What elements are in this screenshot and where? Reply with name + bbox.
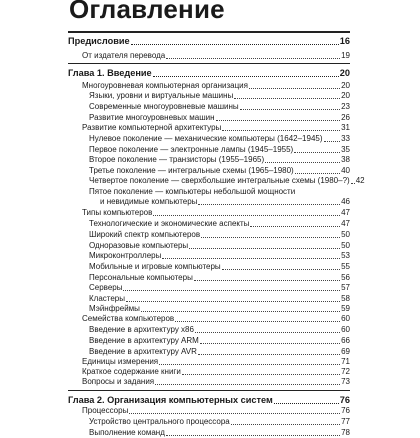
toc-dot-leader (216, 120, 341, 121)
toc-page-number: 76 (341, 406, 350, 415)
toc-entry (89, 294, 350, 304)
toc-page-number: 58 (341, 294, 350, 303)
toc-entry-title: Пятое поколение — компьютеры небольшой мощности (89, 187, 296, 196)
toc-dot-leader (222, 269, 340, 270)
toc-entry-title: Краткое содержание книги (82, 367, 181, 376)
toc-entry (89, 283, 350, 293)
toc-dot-leader (324, 141, 341, 142)
toc-entry-title: Развитие многоуровневых машин (89, 113, 215, 122)
toc-entry-title: Введение в архитектуру x86 (89, 325, 194, 334)
chapter-separator-rule (68, 390, 350, 391)
toc-dot-leader (200, 343, 340, 344)
toc-dot-leader (153, 215, 340, 216)
toc-entry-title: Мобильные и игровые компьютеры (89, 262, 221, 271)
toc-page-number: 31 (341, 123, 350, 132)
toc-entry (82, 406, 350, 416)
toc-dot-leader (201, 237, 340, 238)
toc-entry-title: Персональные компьютеры (89, 273, 193, 282)
toc-page-number: 19 (341, 51, 350, 60)
toc-dot-leader (166, 435, 340, 436)
toc-entry (82, 51, 350, 61)
toc-chapter-entry (68, 68, 350, 79)
toc-entry-title: Широкий спектр компьютеров (89, 230, 201, 239)
toc-page-number: 38 (341, 155, 350, 164)
toc-entry-title: Многоуровневая компьютерная организация (82, 81, 248, 90)
toc-entry (89, 241, 350, 251)
toc-dot-leader (234, 98, 340, 99)
toc-entry (89, 230, 350, 240)
toc-entry-title: Серверы (89, 283, 123, 292)
title-underline (68, 32, 350, 33)
toc-page-number: 50 (341, 241, 350, 250)
toc-entry-title: Вопросы и задания (82, 377, 155, 386)
toc-page-number: 66 (341, 336, 350, 345)
toc-entry-title: Типы компьютеров (82, 208, 153, 217)
toc-dot-leader (175, 321, 340, 322)
toc-entry (89, 134, 350, 144)
toc-page-number: 16 (339, 36, 350, 46)
toc-page-number: 72 (341, 367, 350, 376)
toc-chapter-entry (68, 395, 350, 406)
toc-entry-title: Процессоры (82, 406, 129, 415)
toc-entry-title: Глава 2. Организация компьютерных систем (68, 395, 273, 405)
toc-entry-title: Нулевое поколение — механические компьютеры (1642–1945) (89, 134, 323, 143)
toc-dot-leader (249, 88, 340, 89)
toc-page-number: 33 (341, 134, 350, 143)
toc-dot-leader (294, 152, 340, 153)
toc-entry-title: Семейства компьютеров (82, 314, 175, 323)
toc-entry (82, 377, 350, 387)
toc-page-number: 35 (341, 145, 350, 154)
toc-entry (89, 155, 350, 165)
toc-entry (89, 91, 350, 101)
toc-dot-leader (153, 76, 339, 77)
toc-page-number: 47 (341, 208, 350, 217)
toc-page-number: 47 (341, 219, 350, 228)
toc-entry (89, 262, 350, 272)
chapter-separator-rule (68, 63, 350, 64)
toc-entry (89, 187, 350, 197)
toc-entry (89, 273, 350, 283)
toc-page-number: 55 (341, 262, 350, 271)
toc-page-number: 20 (339, 68, 350, 78)
toc-page-number: 69 (341, 347, 350, 356)
toc-entry-title: Введение в архитектуру ARM (89, 336, 199, 345)
toc-dot-leader (198, 204, 340, 205)
toc-dot-leader (295, 173, 340, 174)
toc-page-number: 40 (341, 166, 350, 175)
toc-dot-leader (240, 109, 340, 110)
toc-page-number: 59 (341, 304, 350, 313)
toc-entry-title: Выполнение команд (89, 428, 165, 437)
toc-entry (89, 251, 350, 261)
toc-entry (89, 145, 350, 155)
toc-dot-leader (351, 183, 355, 184)
toc-dot-leader (265, 162, 340, 163)
toc-page-number: 73 (341, 377, 350, 386)
toc-page-number: 42 (355, 176, 365, 185)
toc-page-number: 23 (341, 102, 350, 111)
toc-dot-leader (250, 226, 340, 227)
toc-page-number: 60 (341, 325, 350, 334)
toc-entry-title: От издателя перевода (82, 51, 166, 60)
toc-entry (89, 176, 365, 186)
toc-dot-leader (129, 413, 340, 414)
toc-dot-leader (198, 354, 340, 355)
toc-page-number: 60 (341, 314, 350, 323)
toc-entry (89, 325, 350, 335)
toc-entry (89, 219, 350, 229)
toc-page-number: 53 (341, 251, 350, 260)
toc-dot-leader (162, 258, 340, 259)
toc-dot-leader (189, 248, 340, 249)
toc-entry (89, 417, 350, 427)
toc-page-number: 46 (341, 197, 350, 206)
toc-entry (89, 102, 350, 112)
toc-entry-title: Мэйнфреймы (89, 304, 140, 313)
toc-dot-leader (231, 424, 340, 425)
toc-entry (82, 123, 350, 133)
toc-page-number: 26 (341, 113, 350, 122)
toc-entry-title: Третье поколение — интегральные схемы (1965–1980) (89, 166, 294, 175)
toc-entry-title: Единицы измерения (82, 357, 159, 366)
toc-entry (89, 166, 350, 176)
toc-page-number: 20 (341, 91, 350, 100)
toc-entry-title: Введение в архитектуру AVR (89, 347, 197, 356)
toc-page-number: 50 (341, 230, 350, 239)
toc-entry-title: Языки, уровни и виртуальные машины (89, 91, 234, 100)
toc-dot-leader (194, 280, 340, 281)
toc-entry (82, 314, 350, 324)
toc-dot-leader (126, 301, 340, 302)
toc-entry-title: Развитие компьютерной архитектуры (82, 123, 222, 132)
toc-entry (82, 81, 350, 91)
toc-entry-title: Четвертое поколение — сверхбольшие интегральные схемы (1980–?) (89, 176, 350, 185)
page-title: Оглавление (69, 0, 225, 24)
toc-entry-title: Одноразовые компьютеры (89, 241, 189, 250)
toc-entry (82, 357, 350, 367)
toc-entry (89, 304, 350, 314)
toc-entry-title: Технологические и экономические аспекты (89, 219, 250, 228)
toc-entry-title: Устройство центрального процессора (89, 417, 230, 426)
toc-entry-title: Первое поколение — электронные лампы (1945–1955) (89, 145, 294, 154)
toc-dot-leader (274, 403, 339, 404)
toc-entry (82, 367, 350, 377)
toc-entry-title: и невидимые компьютеры (100, 197, 198, 206)
toc-page-number: 20 (341, 81, 350, 90)
toc-page-number: 71 (341, 357, 350, 366)
toc-entry-title: Предисловие (68, 36, 130, 46)
toc-page-number: 76 (339, 395, 350, 405)
toc-entry-title: Микроконтроллеры (89, 251, 162, 260)
toc-dot-leader (131, 44, 339, 45)
toc-chapter-entry (68, 36, 350, 47)
toc-page-number: 57 (341, 283, 350, 292)
toc-entry (82, 208, 350, 218)
toc-entry-title: Глава 1. Введение (68, 68, 152, 78)
toc-dot-leader (155, 384, 340, 385)
toc-page-number: 56 (341, 273, 350, 282)
toc-entry-title: Кластеры (89, 294, 125, 303)
chapter-separator-rule (68, 31, 350, 32)
toc-dot-leader (182, 374, 340, 375)
toc-dot-leader (222, 130, 340, 131)
toc-dot-leader (141, 311, 340, 312)
toc-entry (89, 336, 350, 346)
toc-entry (100, 197, 350, 207)
toc-entry (89, 347, 350, 357)
toc-entry-title: Современные многоуровневые машины (89, 102, 239, 111)
toc-entry (89, 113, 350, 123)
toc-page-number: 77 (341, 417, 350, 426)
toc-dot-leader (166, 58, 340, 59)
toc-entry-title: Второе поколение — транзисторы (1955–1965) (89, 155, 265, 164)
toc-dot-leader (159, 364, 340, 365)
toc-entry (89, 428, 350, 438)
toc-page-number: 78 (341, 428, 350, 437)
toc-dot-leader (195, 332, 340, 333)
toc-dot-leader (123, 290, 340, 291)
